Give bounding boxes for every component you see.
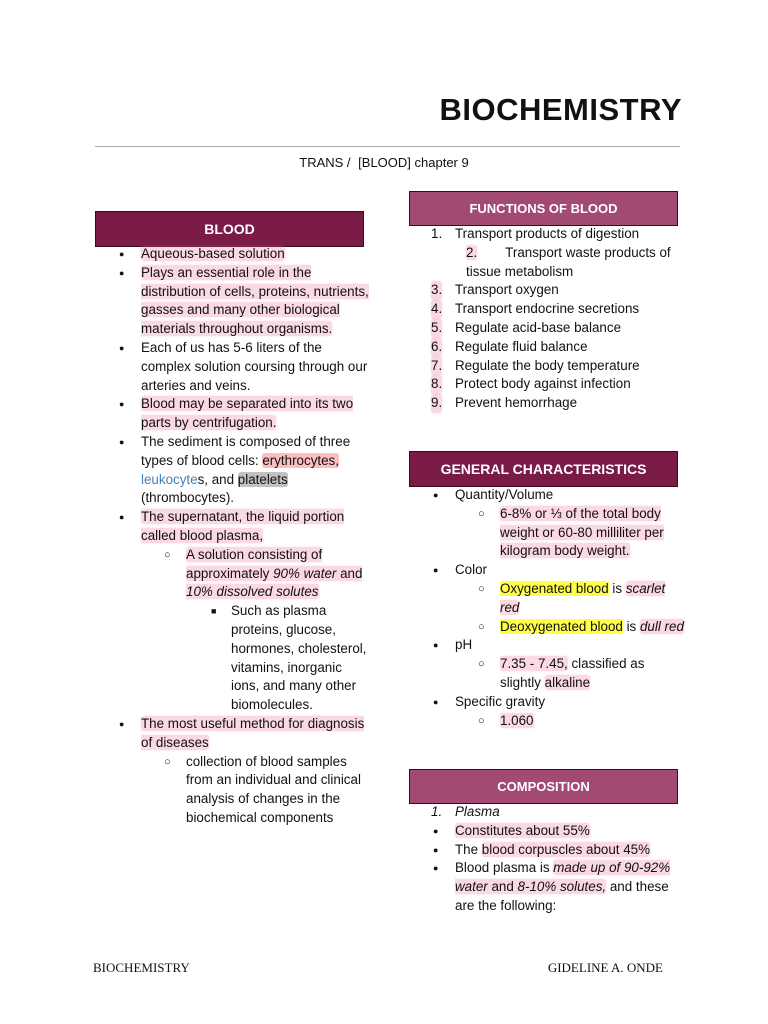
- list-item: 9. Prevent hemorrhage: [455, 394, 685, 413]
- functions-section-header: FUNCTIONS OF BLOOD: [409, 191, 678, 226]
- nested-list: [455, 655, 685, 693]
- list-item: ● Each of us has 5-6 liters of the complex solution coursing through our arteries and veins.: [141, 339, 369, 395]
- list-item: ○ 7.35 - 7.45, classified as slightly alkaline: [500, 655, 685, 693]
- nested-list: [455, 712, 685, 731]
- list-item: ● Plays an essential role in the distribution of cells, proteins, nutrients, gasses and many other biological materials throughout organisms.: [141, 264, 369, 339]
- list-item: 5. Regulate acid-base balance: [455, 319, 685, 338]
- nested-list: [455, 580, 685, 636]
- composition-list: [431, 803, 685, 916]
- nested-list: [455, 505, 685, 561]
- list-item: ● Color: [455, 561, 685, 580]
- subtitle-trans: TRANS /: [299, 155, 351, 170]
- list-item: ● pH: [455, 636, 685, 655]
- footer-author: GIDELINE A. ONDE: [547, 960, 663, 975]
- nested-list: [141, 753, 369, 828]
- list-item: ○ collection of blood samples from an individual and clinical analysis of changes in the biochemical components: [186, 753, 369, 828]
- list-item: 6. Regulate fluid balance: [455, 338, 685, 357]
- list-item: ● Blood plasma is made up of 90-92% water and 8-10% solutes, and these are the following:: [455, 859, 685, 915]
- list-item: ○ 6-8% or ⅓ of the total body weight or 60-80 milliliter per kilogram body weight.: [500, 505, 685, 561]
- list-item: ● Blood may be separated into its two parts by centrifugation.: [141, 395, 369, 433]
- list-item: 1. Plasma: [431, 804, 500, 819]
- list-item: ● Constitutes about 55%: [455, 822, 685, 841]
- title-divider: [95, 146, 680, 147]
- list-item: ● Specific gravity: [455, 693, 685, 712]
- list-item: ● The sediment is composed of three types of blood cells: erythrocytes, leukocytes, and platelets (thrombocytes).: [141, 433, 369, 508]
- list-item: ● Aqueous-based solution: [141, 245, 369, 264]
- footer-left: BIOCHEMISTRY: [93, 960, 190, 975]
- list-item: 7. Regulate the body temperature: [455, 357, 685, 376]
- list-item: ○ Deoxygenated blood is dull red: [500, 618, 685, 637]
- list-item: 4. Transport endocrine secretions: [455, 300, 685, 319]
- page-title: BIOCHEMISTRY: [439, 92, 682, 127]
- list-item: ○ Oxygenated blood is scarlet red: [500, 580, 685, 618]
- general-list: [455, 486, 685, 730]
- list-item: ○ 1.060: [500, 712, 685, 731]
- list-item: ○ A solution consisting of approximately 90% water and 10% dissolved solutes: [186, 546, 369, 602]
- blood-section-header: BLOOD: [95, 211, 364, 247]
- nested-list: [186, 602, 369, 715]
- nested-list: [141, 546, 369, 715]
- list-item: ■ Such as plasma proteins, glucose, hormones, cholesterol, vitamins, inorganic ions, and many other biomolecules.: [231, 602, 369, 715]
- list-item: ● The supernatant, the liquid portion called blood plasma,: [141, 508, 369, 546]
- list-item: ● The most useful method for diagnosis of diseases: [141, 715, 369, 753]
- page-subtitle: [0, 155, 768, 170]
- list-item: ● Quantity/Volume: [455, 486, 685, 505]
- general-section-header: GENERAL CHARACTERISTICS: [409, 451, 678, 487]
- functions-list: [431, 225, 685, 413]
- list-item: 2. Transport waste products of tissue metabolism: [466, 244, 671, 279]
- blood-list: [141, 245, 369, 828]
- subtitle-chapter: [BLOOD] chapter 9: [358, 155, 469, 170]
- list-item: 3. Transport oxygen: [455, 281, 685, 300]
- list-item: 8. Protect body against infection: [455, 375, 685, 394]
- list-item: ● The blood corpuscles about 45%: [455, 841, 685, 860]
- composition-section-header: COMPOSITION: [409, 769, 678, 804]
- list-item: 1. Transport products of digestion: [431, 226, 640, 241]
